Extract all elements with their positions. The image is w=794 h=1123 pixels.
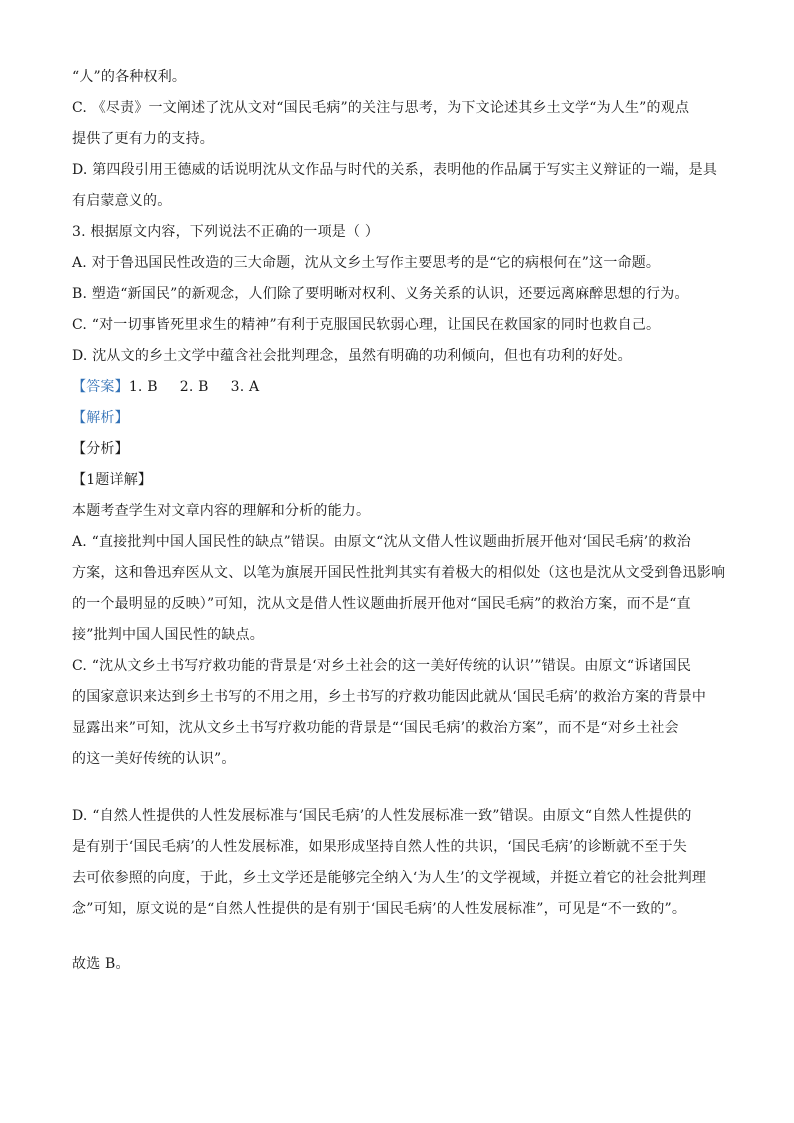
option-d: D. 沈从文的乡土文学中蕴含社会批判理念，虽然有明确的功利倾向，但也有功利的好处。: [72, 348, 632, 364]
text-line: 有启蒙意义的。: [72, 193, 172, 209]
paragraph-line: 的这一美好传统的认识”。: [72, 751, 236, 767]
question-stem: 3. 根据原文内容，下列说法不正确的一项是（ ）: [72, 224, 380, 240]
paragraph-line: 去可依参照的向度，于此，乡土文学还是能够完全纳入‘为人生’的文学视域，并挺立着它的社会批判理: [72, 870, 707, 886]
paragraph-line: 是有别于‘国民毛病’的人性发展标准，如果形成坚持自然人性的共识，‘国民毛病’的诊断就不至于失: [72, 839, 687, 855]
conclusion: 故选 B。: [72, 956, 130, 972]
paragraph-line: D. “自然人性提供的人性发展标准与‘国民毛病’的人性发展标准一致”错误。由原文“自然人性提供的: [72, 808, 692, 824]
paragraph-line: 的一个最明显的反映）”可知，沈从文是借人性议题曲折展开他对“国民毛病”的救治方案，而不是“直: [72, 596, 691, 612]
fenxi-heading: 【分析】: [72, 441, 129, 457]
q1-detail-heading: 【1题详解】: [72, 472, 153, 488]
analysis-tag: 【解析】: [72, 410, 129, 426]
answer-line: [72, 372, 722, 403]
option-b: B. 塑造“新国民”的新观念，人们除了要明晰对权利、义务关系的认识，还要远离麻醉思想的行为。: [72, 286, 689, 302]
paragraph-line: 方案，这和鲁迅弃医从文、以笔为旗展开国民性批判其实有着极大的相似处（这也是沈从文受到鲁迅影响: [72, 565, 726, 581]
text-line: 提供了更有力的支持。: [72, 131, 214, 147]
answer-tag: 【答案】: [72, 379, 129, 395]
paragraph-line: 显露出来”可知，沈从文乡土书写疗救功能的背景是“‘国民毛病’的救治方案”，而不是“对乡土社会: [72, 720, 679, 736]
paragraph-line: C. “沈从文乡土书写疗救功能的背景是‘对乡土社会的这一美好传统的认识’”错误。由原文“诉诸国民: [72, 658, 692, 674]
paragraph-line: 念”可知，原文说的是“自然人性提供的是有别于‘国民毛病’的人性发展标准”，可见是“不一致的”。: [72, 901, 687, 917]
paragraph-line: 接”批判中国人国民性的缺点。: [72, 627, 264, 643]
document-page: [72, 62, 726, 980]
text-line: “人”的各种权利。: [72, 69, 187, 85]
text-line: D. 第四段引用王德威的话说明沈从文作品与时代的关系，表明他的作品属于写实主义辩证的一端，是具: [72, 162, 718, 178]
analysis-heading: [72, 403, 722, 434]
option-c: C. “对一切事皆死里求生的精神”有利于克服国民软弱心理，让国民在救国家的同时也救自己。: [72, 317, 661, 333]
answer-item: 1. B: [128, 379, 158, 395]
paragraph-line: A. “直接批判中国人国民性的缺点”错误。由原文“沈从文借人性议题曲折展开他对‘国民毛病’的救治: [72, 534, 691, 550]
paragraph-line: 的国家意识来达到乡土书写的不用之用，乡土书写的疗救功能因此就从‘国民毛病’的救治方案的背景中: [72, 689, 707, 705]
text-line: C. 《尽责》一文阐述了沈从文对“国民毛病”的关注与思考，为下文论述其乡土文学“为人生”的观点: [72, 100, 690, 116]
answer-item: 3. A: [230, 379, 260, 395]
option-a: A. 对于鲁迅国民性改造的三大命题，沈从文乡土写作主要思考的是“它的病根何在”这一命题。: [72, 255, 661, 271]
answer-item: 2. B: [179, 379, 209, 395]
paragraph-line: 本题考查学生对文章内容的理解和分析的能力。: [72, 503, 371, 519]
